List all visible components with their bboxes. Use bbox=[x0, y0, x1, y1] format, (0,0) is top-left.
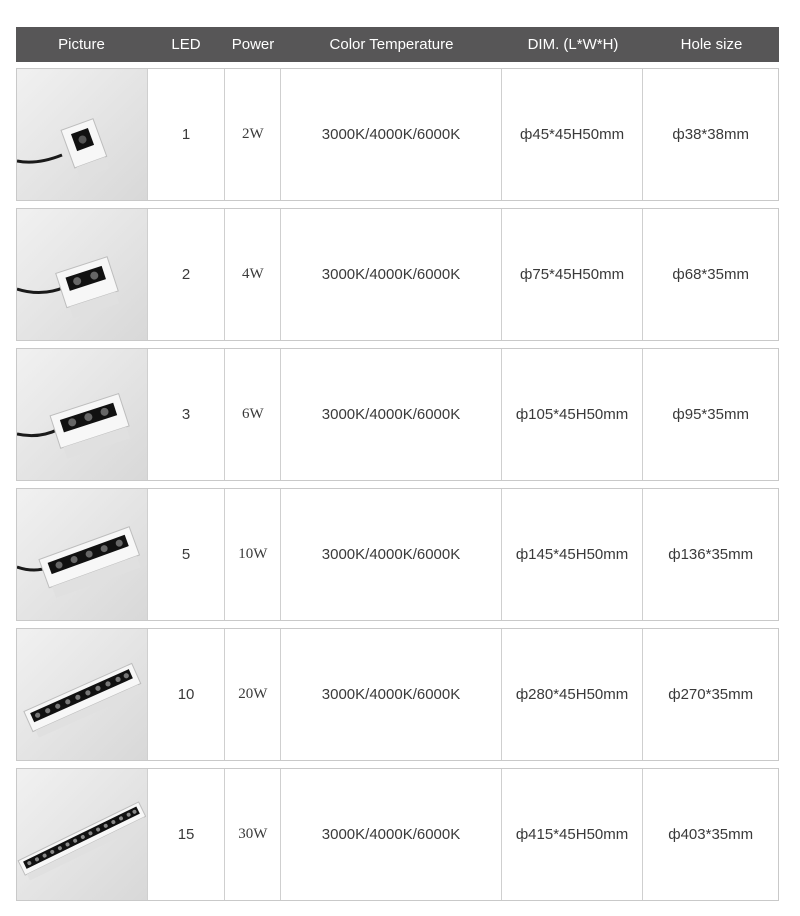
product-image bbox=[17, 69, 148, 200]
table-row bbox=[16, 348, 779, 481]
linear-spotlight-2-head-icon bbox=[17, 209, 146, 340]
power-value: 4W bbox=[225, 209, 281, 340]
table-row bbox=[16, 488, 779, 621]
dimension-value: ф280*45H50mm bbox=[502, 629, 644, 760]
linear-spotlight-5-head-icon bbox=[17, 489, 146, 620]
product-image bbox=[17, 349, 148, 480]
color-temperature-value: 3000K/4000K/6000K bbox=[281, 69, 501, 200]
power-value: 20W bbox=[225, 629, 281, 760]
hole-size-value: ф403*35mm bbox=[668, 826, 754, 843]
linear-spotlight-3-head-icon bbox=[17, 349, 146, 480]
led-count: 3 bbox=[148, 349, 226, 480]
led-count: 10 bbox=[148, 629, 226, 760]
color-temperature-value: 3000K/4000K/6000K bbox=[281, 629, 501, 760]
header-picture: Picture bbox=[58, 36, 105, 53]
hole-size-value: ф38*38mm bbox=[672, 126, 749, 143]
power-value: 30W bbox=[225, 769, 281, 900]
dimension-value: ф415*45H50mm bbox=[502, 769, 644, 900]
table-header bbox=[16, 27, 779, 62]
dimension-value: ф75*45H50mm bbox=[502, 209, 644, 340]
product-image bbox=[17, 629, 148, 760]
power-value: 2W bbox=[225, 69, 281, 200]
product-image bbox=[17, 489, 148, 620]
linear-spotlight-15-head-icon bbox=[17, 769, 146, 900]
product-image bbox=[17, 209, 148, 340]
hole-size-value: ф68*35mm bbox=[672, 266, 749, 283]
header-hole-size: Hole size bbox=[680, 36, 743, 53]
spec-table bbox=[16, 27, 779, 908]
hole-size-value: ф136*35mm bbox=[668, 546, 754, 563]
header-power: Power bbox=[231, 36, 275, 53]
table-body bbox=[16, 68, 779, 901]
color-temperature-value: 3000K/4000K/6000K bbox=[281, 349, 501, 480]
header-led: LED bbox=[171, 36, 201, 53]
linear-spotlight-1-head-icon bbox=[17, 69, 146, 200]
linear-spotlight-10-head-icon bbox=[17, 629, 146, 760]
color-temperature-value: 3000K/4000K/6000K bbox=[281, 209, 501, 340]
dimension-value: ф45*45H50mm bbox=[502, 69, 644, 200]
hole-size-value: ф270*35mm bbox=[668, 686, 754, 703]
led-count: 2 bbox=[148, 209, 226, 340]
color-temperature-value: 3000K/4000K/6000K bbox=[281, 769, 501, 900]
dimension-value: ф105*45H50mm bbox=[502, 349, 644, 480]
table-row bbox=[16, 628, 779, 761]
power-value: 6W bbox=[225, 349, 281, 480]
led-count: 15 bbox=[148, 769, 226, 900]
header-dim: DIM. (L*W*H) bbox=[527, 36, 619, 53]
color-temperature-value: 3000K/4000K/6000K bbox=[281, 489, 501, 620]
header-color-temperature: Color Temperature bbox=[329, 36, 454, 53]
hole-size-value: ф95*35mm bbox=[672, 406, 749, 423]
led-count: 1 bbox=[148, 69, 226, 200]
power-value: 10W bbox=[225, 489, 281, 620]
dimension-value: ф145*45H50mm bbox=[502, 489, 644, 620]
product-image bbox=[17, 769, 148, 900]
led-count: 5 bbox=[148, 489, 226, 620]
table-row bbox=[16, 68, 779, 201]
table-row bbox=[16, 208, 779, 341]
table-row bbox=[16, 768, 779, 901]
